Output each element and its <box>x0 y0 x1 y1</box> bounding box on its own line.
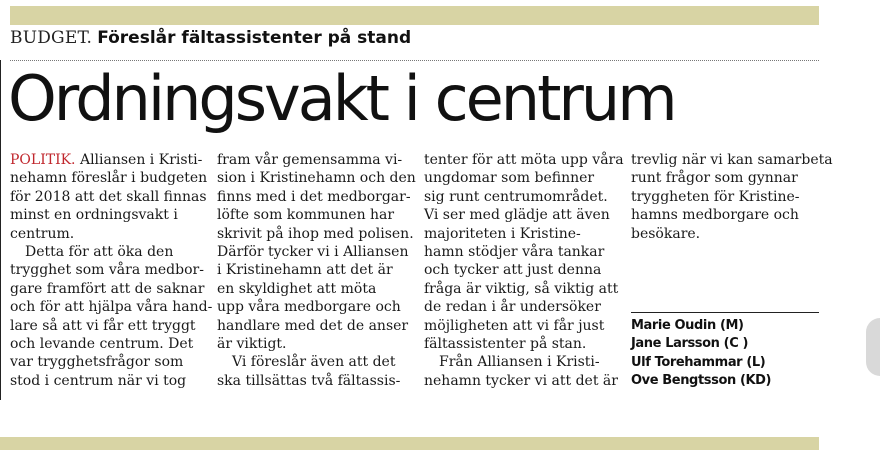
text-line: besökare. <box>631 225 701 242</box>
text-line: fältassistenter på stan. <box>424 336 587 353</box>
text-line: runt frågor som gynnar <box>631 170 798 187</box>
text-line: Därför tycker vi i Alliansen <box>217 244 409 261</box>
headline: Ordningsvakt i centrum <box>8 62 675 135</box>
text-line: minst en ordningsvakt i <box>10 207 178 224</box>
text-line: var trygghetsfrågor som <box>10 354 184 371</box>
text-line: och för att hjälpa våra hand- <box>10 299 213 316</box>
text-line: och levande centrum. Det <box>10 336 194 353</box>
text-line: ska tillsättas två fältassis- <box>217 372 401 389</box>
kicker-title: Föreslår fältassistenter på stand <box>97 28 412 48</box>
text-line: Vi föreslår även att det <box>232 354 396 371</box>
signature-name: Ulf Torehammar (L) <box>631 354 766 370</box>
signature-rule <box>631 312 819 313</box>
text-line: nehamn föreslår i budgeten <box>10 170 208 187</box>
text-line-content: Alliansen i Kristi- <box>79 152 203 168</box>
text-line: Detta för att öka den <box>25 244 174 261</box>
top-color-band <box>10 6 819 25</box>
text-line: för 2018 att det skall finnas <box>10 188 207 205</box>
article-column-4 <box>631 151 833 243</box>
text-line: nehamn tycker vi att det är <box>424 372 618 389</box>
text-line: är viktigt. <box>217 336 287 353</box>
text-line: hamn stödjer våra tankar <box>424 244 605 261</box>
dotted-divider <box>10 60 819 61</box>
text-line: Vi ser med glädje att även <box>424 207 610 224</box>
text-line: majoriteten i Kristine- <box>424 225 581 242</box>
text-line: stod i centrum när vi tog <box>10 372 187 389</box>
article-column-1 <box>10 151 213 390</box>
text-line: i Kristinehamn att det är <box>217 262 393 279</box>
text-line: en skyldighet att möta <box>217 280 377 297</box>
text-line: de redan i år undersöker <box>424 299 601 316</box>
text-line: finns med i det medborgar- <box>217 188 411 205</box>
text-line: ungdomar som befinner <box>424 170 595 187</box>
text-line: tenter för att möta upp våra <box>424 152 624 168</box>
text-line: möjligheten att vi får just <box>424 317 605 334</box>
left-column-rule <box>0 60 1 400</box>
kicker <box>10 28 819 52</box>
article-column-2 <box>217 151 416 390</box>
signature-block <box>631 317 821 391</box>
text-line: och tycker att just denna <box>424 262 602 279</box>
text-line: sion i Kristinehamn och den <box>217 170 416 187</box>
text-line: centrum. <box>10 225 75 242</box>
text-line: lare så att vi får ett tryggt <box>10 317 196 334</box>
bottom-color-band <box>0 437 819 450</box>
text-line: fråga är viktig, så viktig att <box>424 280 619 297</box>
text-line: Från Alliansen i Kristi- <box>439 354 600 371</box>
page-edge-tab <box>866 318 880 376</box>
text-line: handlare med det de anser <box>217 317 409 334</box>
article-column-3 <box>424 151 624 390</box>
text-line: löfte som kommunen har <box>217 207 395 224</box>
text-line <box>10 151 203 169</box>
text-line: upp våra medborgare och <box>217 299 401 316</box>
signature-name: Marie Oudin (M) <box>631 318 744 333</box>
text-line: sig runt centrumområdet. <box>424 188 608 205</box>
text-line: tryggheten för Kristine- <box>631 188 800 205</box>
signature-name: Ove Bengtsson (KD) <box>631 373 772 389</box>
text-line: trevlig när vi kan samarbeta <box>631 152 833 168</box>
text-line: trygghet som våra medbor- <box>10 262 204 279</box>
text-line: hamns medborgare och <box>631 207 799 224</box>
text-line: gare framfört att de saknar <box>10 280 205 297</box>
section-tag: POLITIK. <box>10 152 76 168</box>
kicker-label: BUDGET. <box>10 28 93 48</box>
text-line: fram vår gemensamma vi- <box>217 152 403 168</box>
signature-name: Jane Larsson (C ) <box>631 336 749 352</box>
text-line: skrivit på ihop med polisen. <box>217 225 414 242</box>
